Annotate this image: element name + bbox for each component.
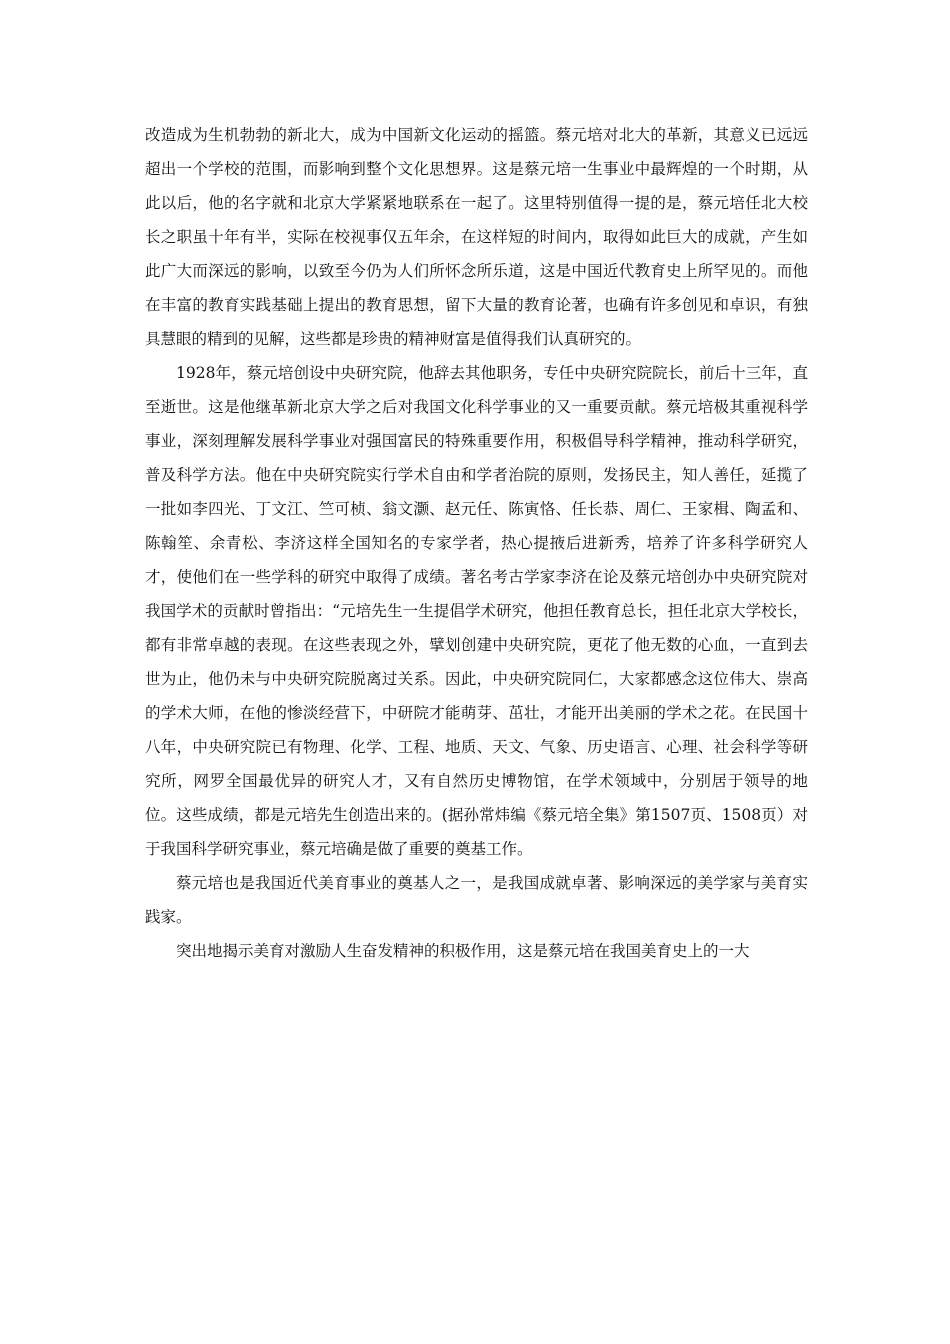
paragraph-aesthetic-education: 蔡元培也是我国近代美育事业的奠基人之一，是我国成就卓著、影响深远的美学家与美育实践家。: [145, 874, 808, 926]
paragraph-continuation: 改造成为生机勃勃的新北大，成为中国新文化运动的摇篮。蔡元培对北大的革新，其意义已远远超出一个学校的范围，而影响到整个文化思想界。这是蔡元培一生事业中最辉煌的一个时期，从此以后，他的名字就和北京大学紧紧地联系在一起了。这里特别值得一提的是，蔡元培任北大校长之职虽十年有半，实际在校视事仅五年余，在这样短的时间内，取得如此巨大的成就，产生如此广大而深远的影响，以致至今仍为人们所怀念所乐道，这是中国近代教育史上所罕见的。而他在丰富的教育实践基础上提出的教育思想，留下大量的教育论著，也确有许多创见和卓识，有独具慧眼的精到的见解，这些都是珍贵的精神财富是值得我们认真研究的。: [145, 126, 808, 348]
paragraph-aesthetic-role: 突出地揭示美育对激励人生奋发精神的积极作用，这是蔡元培在我国美育史上的一大: [176, 942, 750, 960]
document-body: [145, 118, 808, 968]
paragraph-academia-sinica: 1928年，蔡元培创设中央研究院，他辞去其他职务，专任中央研究院院长，前后十三年，直至逝世。这是他继革新北京大学之后对我国文化科学事业的又一重要贡献。蔡元培极其重视科学事业，深刻理解发展科学事业对强国富民的特殊重要作用，积极倡导科学精神，推动科学研究，普及科学方法。他在中央研究院实行学术自由和学者治院的原则，发扬民主，知人善任，延揽了一批如李四光、丁文江、竺可桢、翁文灏、赵元任、陈寅恪、任长恭、周仁、王家楫、陶孟和、陈翰笙、余青松、李济这样全国知名的专家学者，热心提掖后进新秀，培养了许多科学研究人才，使他们在一些学科的研究中取得了成绩。著名考古学家李济在论及蔡元培创办中央研究院对我国学术的贡献时曾指出：“元培先生一生提倡学术研究，他担任教育总长，担任北京大学校长，都有非常卓越的表现。在这些表现之外，擘划创建中央研究院，更花了他无数的心血，一直到去世为止，他仍未与中央研究院脱离过关系。因此，中央研究院同仁，大家都感念这位伟大、崇高的学术大师，在他的惨淡经营下，中研院才能萌芽、茁壮，才能开出美丽的学术之花。在民国十八年，中央研究院已有物理、化学、工程、地质、天文、气象、历史语言、心理、社会科学等研究所，网罗全国最优异的研究人才，又有自然历史博物馆，在学术领域中，分别居于领导的地位。这些成绩，都是元培先生创造出来的。(据孙常炜编《蔡元培全集》第1507页、1508页）对于我国科学研究事业，蔡元培确是做了重要的奠基工作。: [145, 364, 808, 858]
